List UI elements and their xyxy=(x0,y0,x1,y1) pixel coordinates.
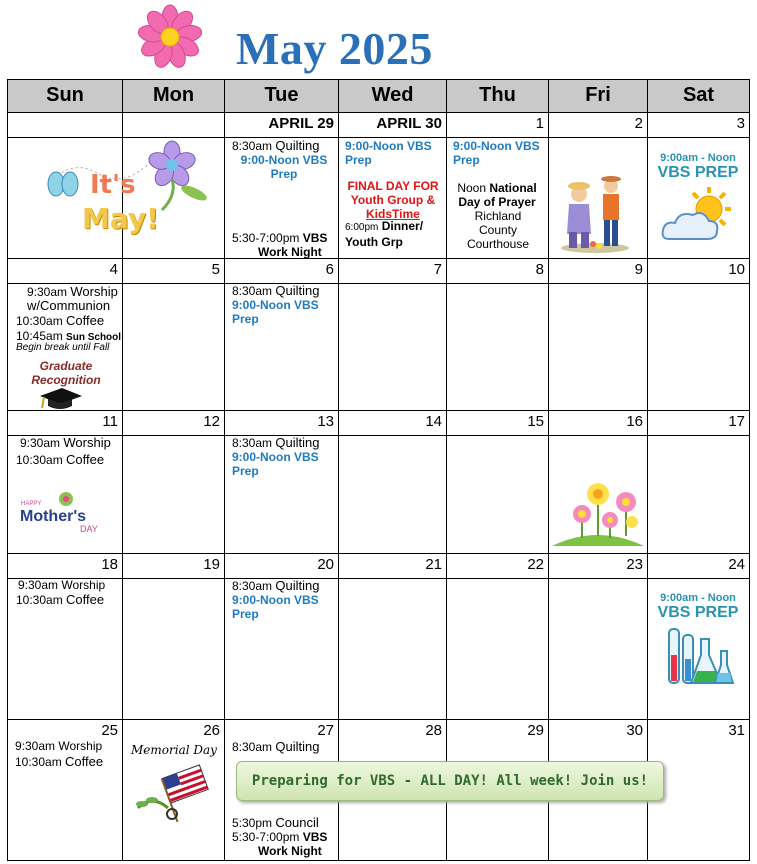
event-dinner xyxy=(345,219,445,249)
event-title: VBS xyxy=(302,231,328,245)
butterfly-icon xyxy=(48,172,78,196)
event-title: Worship xyxy=(61,578,106,592)
event-vbs-prep-title: VBS PREP xyxy=(657,164,739,181)
event-time: 8:30am xyxy=(232,284,273,298)
event-title: Quilting xyxy=(275,578,320,593)
event-title: VBS xyxy=(302,830,328,844)
day-cell xyxy=(549,284,648,411)
event-vbs-prep: 9:00-Noon VBS Prep xyxy=(232,593,319,621)
event-title: Quilting xyxy=(275,283,320,298)
event-time: 8:30am xyxy=(232,139,273,153)
day-number: 18 xyxy=(8,554,123,579)
event-work-night xyxy=(232,830,327,844)
event-work-night-label: Work Night xyxy=(258,844,322,858)
event-time: 10:30am xyxy=(15,755,62,769)
event-time: 5:30-7:00pm xyxy=(232,830,300,844)
day-number: 31 xyxy=(648,720,750,861)
event-vbs-prep: 9:00-Noon VBS Prep xyxy=(345,139,432,167)
event-coffee xyxy=(16,453,104,467)
day-cell xyxy=(447,284,549,411)
event-title: Worship xyxy=(58,739,103,753)
day-number: 27 xyxy=(225,720,339,861)
event-time: 8:30am xyxy=(232,436,273,450)
daisy-icon xyxy=(147,141,209,210)
event-location: Richland County Courthouse xyxy=(466,209,530,251)
event-final-day: FINAL DAY FOR Youth Group & xyxy=(347,179,439,207)
event-vbs-prep: 9:00-Noon VBS Prep xyxy=(240,153,328,181)
event-time: 9:30am xyxy=(27,285,68,299)
flower-garden-clipart xyxy=(552,480,644,548)
day-header-mon: Mon xyxy=(123,80,225,113)
day-cell xyxy=(447,579,549,720)
event-worship xyxy=(18,578,105,592)
day-number: 10 xyxy=(648,259,750,284)
page-title: May 2025 xyxy=(236,23,433,74)
event-title: Quilting xyxy=(275,138,320,153)
event-time: 9:30am xyxy=(15,739,56,753)
pink-flower-icon xyxy=(138,4,202,70)
day-cell xyxy=(549,579,648,720)
event-time: Noon xyxy=(457,181,486,195)
mothers-day-day: DAY xyxy=(80,524,98,534)
day-number: 12 xyxy=(123,411,225,436)
day-number: 22 xyxy=(447,554,549,579)
day-cell xyxy=(447,436,549,554)
event-time: 5:30-7:00pm xyxy=(232,231,300,245)
event-title: Worship xyxy=(70,284,118,299)
day-number: 28 xyxy=(339,720,447,861)
event-title: Sun School xyxy=(66,332,122,343)
its-text: It's xyxy=(90,170,136,200)
day-number: 20 xyxy=(225,554,339,579)
day-number: 3 xyxy=(648,113,750,138)
event-vbs-prep: 9:00-Noon VBS Prep xyxy=(232,450,319,478)
day-cell xyxy=(123,579,225,720)
event-title: Coffee xyxy=(65,754,104,769)
event-time: 10:30am xyxy=(16,593,63,607)
event-vbs-prep: 9:00-Noon VBS Prep xyxy=(453,139,540,167)
day-number: 23 xyxy=(549,554,648,579)
day-number: APRIL 30 xyxy=(339,113,447,138)
day-number: 1 xyxy=(447,113,549,138)
event-work-night xyxy=(232,231,332,245)
event-graduate-recognition: Graduate Recognition xyxy=(31,359,101,387)
event-time: 9:30am xyxy=(20,436,61,450)
mothers-day-flower-icon xyxy=(56,490,76,508)
day-number: 15 xyxy=(447,411,549,436)
event-title: Dinner/ Youth Grp xyxy=(345,219,424,249)
event-vbs-prep: 9:00-Noon VBS Prep xyxy=(232,298,319,326)
day-header-tue: Tue xyxy=(225,80,339,113)
event-council xyxy=(232,816,319,830)
day-cell-number xyxy=(8,113,123,138)
event-worship xyxy=(15,739,102,753)
day-number: 11 xyxy=(8,411,123,436)
event-quilting xyxy=(232,740,319,754)
day-number: 5 xyxy=(123,259,225,284)
sun-cloud-icon xyxy=(661,185,737,245)
day-number: 8 xyxy=(447,259,549,284)
gardening-kids-clipart xyxy=(555,172,631,254)
may-text: May! xyxy=(82,202,159,235)
event-note: Begin break until Fall xyxy=(16,342,110,353)
day-header-fri: Fri xyxy=(549,80,648,113)
day-number: 7 xyxy=(339,259,447,284)
event-time: 8:30am xyxy=(232,579,273,593)
event-time: 5:30pm xyxy=(232,816,273,830)
event-coffee xyxy=(16,593,104,607)
event-time: 9:30am xyxy=(18,578,59,592)
day-number: 9 xyxy=(549,259,648,284)
event-vbs-prep-title: VBS PREP xyxy=(657,604,739,621)
day-cell xyxy=(339,436,447,554)
day-cell xyxy=(123,284,225,411)
event-worship xyxy=(27,285,118,299)
event-prayer xyxy=(449,181,545,209)
event-worship xyxy=(20,436,111,450)
day-number: 14 xyxy=(339,411,447,436)
day-number: APRIL 29 xyxy=(225,113,339,138)
day-number: 19 xyxy=(123,554,225,579)
event-time: 8:30am xyxy=(232,740,273,754)
event-title: Coffee xyxy=(66,452,105,467)
mothers-day-happy: HAPPY xyxy=(21,501,42,507)
day-header-sat: Sat xyxy=(648,80,750,113)
event-time: 10:30am xyxy=(16,314,63,328)
memorial-day-label: Memorial Day xyxy=(131,743,217,757)
event-time: 9:00am - Noon xyxy=(660,592,736,604)
event-time: 10:45am xyxy=(16,329,63,343)
event-title: Quilting xyxy=(275,435,320,450)
vbs-week-banner: Preparing for VBS - ALL DAY! All week! Join us! xyxy=(236,761,664,801)
event-communion: w/Communion xyxy=(27,298,111,313)
event-work-night-label: Work Night xyxy=(258,245,322,259)
science-flasks-icon xyxy=(665,625,735,687)
day-cell-number xyxy=(123,113,225,138)
memorial-day-flag-icon xyxy=(128,764,218,826)
event-kidstime: KidsTime xyxy=(366,207,420,221)
day-cell xyxy=(648,436,750,554)
event-title: National Day of Prayer xyxy=(458,181,537,209)
day-number: 21 xyxy=(339,554,447,579)
day-header-sun: Sun xyxy=(8,80,123,113)
event-coffee xyxy=(15,755,103,769)
day-number: 4 xyxy=(8,259,123,284)
day-number: 6 xyxy=(225,259,339,284)
day-cell xyxy=(648,284,750,411)
event-title: Coffee xyxy=(66,313,105,328)
day-number: 25 xyxy=(8,720,123,861)
day-number: 26 xyxy=(123,720,225,861)
day-number: 17 xyxy=(648,411,750,436)
day-number: 16 xyxy=(549,411,648,436)
event-quilting xyxy=(232,436,319,450)
event-coffee xyxy=(16,314,104,328)
day-number: 13 xyxy=(225,411,339,436)
day-cell xyxy=(123,436,225,554)
event-title: Worship xyxy=(63,435,111,450)
day-number: 30 xyxy=(549,720,648,861)
event-title: Coffee xyxy=(66,592,105,607)
day-cell xyxy=(339,284,447,411)
graduation-cap-icon xyxy=(38,386,84,412)
day-header-wed: Wed xyxy=(339,80,447,113)
day-number: 24 xyxy=(648,554,750,579)
event-quilting xyxy=(232,284,319,298)
mothers-day-title: Mother's xyxy=(20,508,87,525)
day-number: 29 xyxy=(447,720,549,861)
event-time: 10:30am xyxy=(16,453,63,467)
day-number: 2 xyxy=(549,113,648,138)
event-time: 9:00am - Noon xyxy=(660,152,736,164)
day-header-thu: Thu xyxy=(447,80,549,113)
event-title: Quilting xyxy=(275,739,320,754)
day-cell xyxy=(339,579,447,720)
event-quilting xyxy=(232,139,319,153)
event-time: 6:00pm xyxy=(345,222,379,233)
event-quilting xyxy=(232,579,319,593)
event-title: Council xyxy=(275,815,319,830)
